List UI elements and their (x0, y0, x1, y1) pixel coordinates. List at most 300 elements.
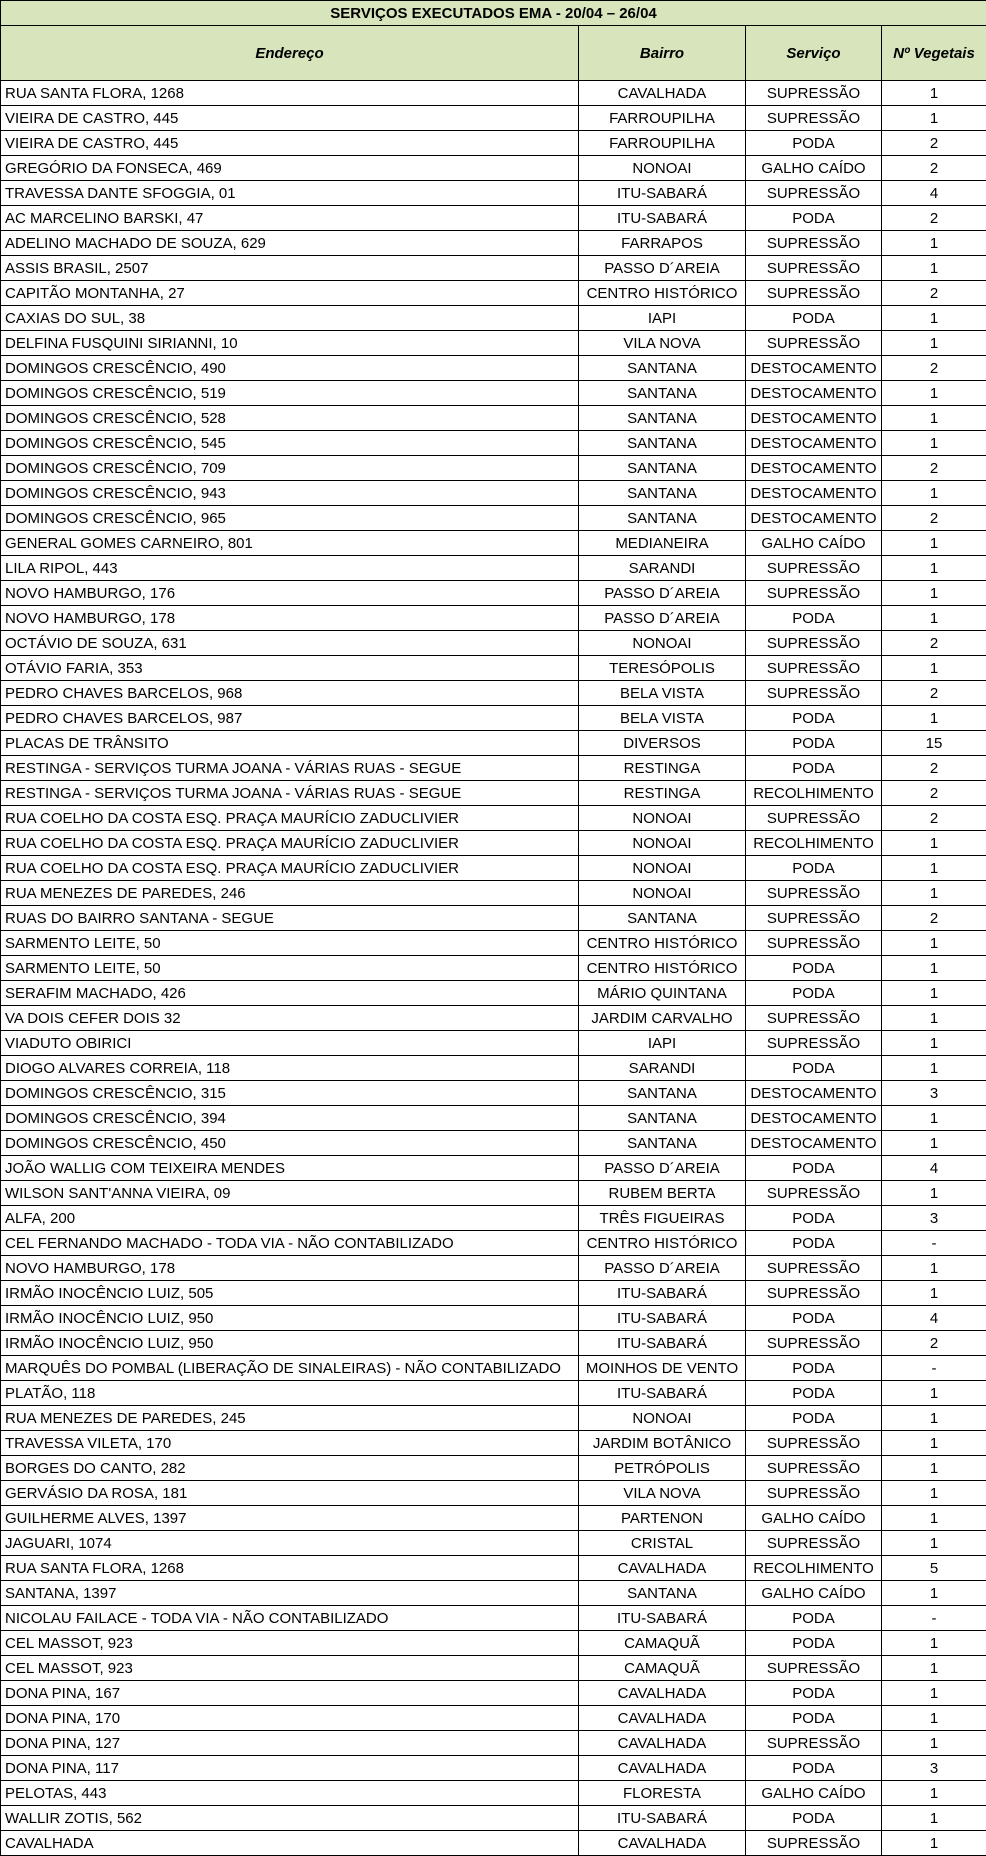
cell-servico: PODA (746, 1706, 882, 1731)
cell-endereco: RUA SANTA FLORA, 1268 (1, 1556, 579, 1581)
cell-bairro: SANTANA (579, 356, 746, 381)
table-row (1, 581, 986, 606)
cell-bairro: MEDIANEIRA (579, 531, 746, 556)
cell-vegetais: 2 (882, 631, 986, 656)
cell-vegetais: 1 (882, 556, 986, 581)
cell-servico: SUPRESSÃO (746, 281, 882, 306)
cell-vegetais: 1 (882, 531, 986, 556)
table-row (1, 481, 986, 506)
cell-vegetais: 1 (882, 956, 986, 981)
cell-endereco: RUA COELHO DA COSTA ESQ. PRAÇA MAURÍCIO ZADUCLIVIER (1, 806, 579, 831)
table-row (1, 281, 986, 306)
cell-bairro: RESTINGA (579, 781, 746, 806)
cell-servico: DESTOCAMENTO (746, 456, 882, 481)
cell-endereco: NOVO HAMBURGO, 176 (1, 581, 579, 606)
table-row (1, 1256, 986, 1281)
table-row (1, 1456, 986, 1481)
table-title: SERVIÇOS EXECUTADOS EMA - 20/04 – 26/04 (1, 1, 986, 26)
cell-vegetais: 2 (882, 806, 986, 831)
cell-servico: PODA (746, 1406, 882, 1431)
table-row (1, 806, 986, 831)
cell-servico: DESTOCAMENTO (746, 431, 882, 456)
cell-bairro: TRÊS FIGUEIRAS (579, 1206, 746, 1231)
cell-bairro: IAPI (579, 306, 746, 331)
cell-bairro: VILA NOVA (579, 331, 746, 356)
table-row (1, 356, 986, 381)
table-row (1, 156, 986, 181)
cell-endereco: DOMINGOS CRESCÊNCIO, 545 (1, 431, 579, 456)
cell-servico: SUPRESSÃO (746, 1731, 882, 1756)
cell-vegetais: 1 (882, 406, 986, 431)
cell-servico: PODA (746, 1631, 882, 1656)
cell-bairro: CENTRO HISTÓRICO (579, 1231, 746, 1256)
cell-endereco: DELFINA FUSQUINI SIRIANNI, 10 (1, 331, 579, 356)
table-row (1, 1281, 986, 1306)
cell-bairro: VILA NOVA (579, 1481, 746, 1506)
cell-bairro: FARROUPILHA (579, 106, 746, 131)
cell-vegetais: 1 (882, 481, 986, 506)
cell-bairro: SANTANA (579, 481, 746, 506)
table-row (1, 956, 986, 981)
cell-servico: DESTOCAMENTO (746, 356, 882, 381)
cell-endereco: CEL MASSOT, 923 (1, 1631, 579, 1656)
cell-bairro: PASSO D´AREIA (579, 606, 746, 631)
cell-endereco: OCTÁVIO DE SOUZA, 631 (1, 631, 579, 656)
cell-servico: GALHO CAÍDO (746, 1506, 882, 1531)
cell-bairro: CENTRO HISTÓRICO (579, 931, 746, 956)
table-row (1, 1756, 986, 1781)
cell-endereco: CAPITÃO MONTANHA, 27 (1, 281, 579, 306)
cell-servico: PODA (746, 956, 882, 981)
cell-servico: SUPRESSÃO (746, 1281, 882, 1306)
cell-servico: DESTOCAMENTO (746, 1106, 882, 1131)
table-row (1, 81, 986, 106)
cell-bairro: PARTENON (579, 1506, 746, 1531)
cell-servico: RECOLHIMENTO (746, 1556, 882, 1581)
cell-vegetais: 1 (882, 1681, 986, 1706)
cell-servico: DESTOCAMENTO (746, 1081, 882, 1106)
table-row (1, 731, 986, 756)
cell-bairro: NONOAI (579, 806, 746, 831)
cell-bairro: CAVALHADA (579, 1831, 746, 1856)
cell-vegetais: 1 (882, 1031, 986, 1056)
cell-bairro: SANTANA (579, 506, 746, 531)
cell-servico: GALHO CAÍDO (746, 1781, 882, 1806)
table-row (1, 1081, 986, 1106)
cell-bairro: SANTANA (579, 1106, 746, 1131)
table-row (1, 781, 986, 806)
cell-servico: SUPRESSÃO (746, 906, 882, 931)
cell-endereco: TRAVESSA VILETA, 170 (1, 1431, 579, 1456)
cell-bairro: SANTANA (579, 431, 746, 456)
table-row (1, 456, 986, 481)
cell-vegetais: 3 (882, 1081, 986, 1106)
cell-servico: DESTOCAMENTO (746, 406, 882, 431)
table-row (1, 1431, 986, 1456)
cell-endereco: GERVÁSIO DA ROSA, 181 (1, 1481, 579, 1506)
cell-servico: SUPRESSÃO (746, 1481, 882, 1506)
cell-endereco: DONA PINA, 170 (1, 1706, 579, 1731)
table-row (1, 181, 986, 206)
table-row (1, 706, 986, 731)
cell-endereco: VA DOIS CEFER DOIS 32 (1, 1006, 579, 1031)
cell-endereco: DOMINGOS CRESCÊNCIO, 450 (1, 1131, 579, 1156)
cell-vegetais: 1 (882, 381, 986, 406)
cell-servico: SUPRESSÃO (746, 1006, 882, 1031)
table-row (1, 1381, 986, 1406)
cell-endereco: MARQUÊS DO POMBAL (LIBERAÇÃO DE SINALEIRAS) - NÃO CONTABILIZADO (1, 1356, 579, 1381)
cell-bairro: RUBEM BERTA (579, 1181, 746, 1206)
cell-servico: GALHO CAÍDO (746, 531, 882, 556)
cell-endereco: RESTINGA - SERVIÇOS TURMA JOANA - VÁRIAS RUAS - SEGUE (1, 781, 579, 806)
cell-endereco: SERAFIM MACHADO, 426 (1, 981, 579, 1006)
cell-servico: SUPRESSÃO (746, 656, 882, 681)
cell-vegetais: 4 (882, 181, 986, 206)
cell-servico: SUPRESSÃO (746, 681, 882, 706)
cell-vegetais: 2 (882, 281, 986, 306)
table-row (1, 656, 986, 681)
table-row (1, 831, 986, 856)
cell-bairro: PASSO D´AREIA (579, 256, 746, 281)
cell-bairro: TERESÓPOLIS (579, 656, 746, 681)
cell-servico: PODA (746, 856, 882, 881)
cell-endereco: ASSIS BRASIL, 2507 (1, 256, 579, 281)
cell-bairro: MÁRIO QUINTANA (579, 981, 746, 1006)
cell-endereco: ALFA, 200 (1, 1206, 579, 1231)
cell-endereco: OTÁVIO FARIA, 353 (1, 656, 579, 681)
cell-servico: SUPRESSÃO (746, 331, 882, 356)
cell-endereco: PLACAS DE TRÂNSITO (1, 731, 579, 756)
cell-bairro: NONOAI (579, 831, 746, 856)
table-row (1, 1681, 986, 1706)
cell-vegetais: 1 (882, 1481, 986, 1506)
cell-bairro: SARANDI (579, 1056, 746, 1081)
cell-bairro: NONOAI (579, 856, 746, 881)
cell-servico: SUPRESSÃO (746, 806, 882, 831)
column-header-bairro: Bairro (579, 26, 746, 81)
cell-vegetais: 1 (882, 1706, 986, 1731)
cell-bairro: ITU-SABARÁ (579, 1806, 746, 1831)
table-row (1, 206, 986, 231)
cell-bairro: SANTANA (579, 906, 746, 931)
cell-bairro: ITU-SABARÁ (579, 1306, 746, 1331)
table-row (1, 1131, 986, 1156)
cell-endereco: CAVALHADA (1, 1831, 579, 1856)
table-row (1, 256, 986, 281)
cell-servico: PODA (746, 1306, 882, 1331)
table-row (1, 506, 986, 531)
cell-servico: PODA (746, 1356, 882, 1381)
cell-vegetais: 5 (882, 1556, 986, 1581)
cell-endereco: SANTANA, 1397 (1, 1581, 579, 1606)
cell-bairro: CENTRO HISTÓRICO (579, 956, 746, 981)
cell-endereco: DOMINGOS CRESCÊNCIO, 490 (1, 356, 579, 381)
cell-endereco: SARMENTO LEITE, 50 (1, 931, 579, 956)
table-row (1, 1056, 986, 1081)
cell-bairro: FARRAPOS (579, 231, 746, 256)
cell-servico: PODA (746, 1756, 882, 1781)
cell-vegetais: - (882, 1356, 986, 1381)
table-row (1, 1331, 986, 1356)
cell-bairro: SANTANA (579, 381, 746, 406)
cell-servico: PODA (746, 1056, 882, 1081)
cell-endereco: RUAS DO BAIRRO SANTANA - SEGUE (1, 906, 579, 931)
cell-bairro: CAMAQUÃ (579, 1631, 746, 1656)
cell-vegetais: 1 (882, 706, 986, 731)
cell-bairro: RESTINGA (579, 756, 746, 781)
cell-servico: SUPRESSÃO (746, 106, 882, 131)
table-row (1, 131, 986, 156)
cell-vegetais: 4 (882, 1156, 986, 1181)
table-row (1, 406, 986, 431)
cell-endereco: PELOTAS, 443 (1, 1781, 579, 1806)
cell-servico: DESTOCAMENTO (746, 481, 882, 506)
cell-endereco: DONA PINA, 167 (1, 1681, 579, 1706)
cell-bairro: CAVALHADA (579, 1731, 746, 1756)
table-row (1, 1531, 986, 1556)
cell-bairro: NONOAI (579, 156, 746, 181)
cell-bairro: SANTANA (579, 1131, 746, 1156)
cell-endereco: TRAVESSA DANTE SFOGGIA, 01 (1, 181, 579, 206)
cell-servico: SUPRESSÃO (746, 1831, 882, 1856)
table-row (1, 631, 986, 656)
cell-endereco: NICOLAU FAILACE - TODA VIA - NÃO CONTABILIZADO (1, 1606, 579, 1631)
cell-vegetais: 2 (882, 756, 986, 781)
cell-vegetais: 1 (882, 881, 986, 906)
cell-endereco: IRMÃO INOCÊNCIO LUIZ, 950 (1, 1331, 579, 1356)
cell-servico: PODA (746, 731, 882, 756)
table-row (1, 881, 986, 906)
cell-servico: PODA (746, 1681, 882, 1706)
cell-vegetais: 1 (882, 1381, 986, 1406)
table-row (1, 1481, 986, 1506)
cell-vegetais: 2 (882, 131, 986, 156)
cell-servico: SUPRESSÃO (746, 231, 882, 256)
cell-servico: PODA (746, 206, 882, 231)
cell-endereco: VIEIRA DE CASTRO, 445 (1, 131, 579, 156)
cell-servico: PODA (746, 1156, 882, 1181)
cell-endereco: BORGES DO CANTO, 282 (1, 1456, 579, 1481)
cell-bairro: PASSO D´AREIA (579, 1156, 746, 1181)
cell-endereco: DOMINGOS CRESCÊNCIO, 528 (1, 406, 579, 431)
table-row (1, 1606, 986, 1631)
cell-vegetais: 2 (882, 906, 986, 931)
table-row (1, 931, 986, 956)
cell-bairro: JARDIM BOTÂNICO (579, 1431, 746, 1456)
cell-servico: SUPRESSÃO (746, 1456, 882, 1481)
cell-vegetais: 1 (882, 581, 986, 606)
table-row (1, 606, 986, 631)
cell-endereco: IRMÃO INOCÊNCIO LUIZ, 505 (1, 1281, 579, 1306)
cell-vegetais: 3 (882, 1756, 986, 1781)
cell-servico: PODA (746, 756, 882, 781)
cell-endereco: DONA PINA, 117 (1, 1756, 579, 1781)
cell-bairro: PASSO D´AREIA (579, 1256, 746, 1281)
cell-bairro: CENTRO HISTÓRICO (579, 281, 746, 306)
table-row (1, 1406, 986, 1431)
cell-vegetais: 1 (882, 81, 986, 106)
cell-vegetais: 1 (882, 606, 986, 631)
cell-vegetais: 1 (882, 331, 986, 356)
cell-endereco: IRMÃO INOCÊNCIO LUIZ, 950 (1, 1306, 579, 1331)
table-row (1, 231, 986, 256)
cell-bairro: CRISTAL (579, 1531, 746, 1556)
cell-endereco: VIADUTO OBIRICI (1, 1031, 579, 1056)
cell-servico: DESTOCAMENTO (746, 381, 882, 406)
table-row (1, 981, 986, 1006)
cell-vegetais: 1 (882, 431, 986, 456)
cell-bairro: ITU-SABARÁ (579, 206, 746, 231)
cell-endereco: PEDRO CHAVES BARCELOS, 987 (1, 706, 579, 731)
table-row (1, 906, 986, 931)
cell-servico: SUPRESSÃO (746, 931, 882, 956)
cell-endereco: DOMINGOS CRESCÊNCIO, 709 (1, 456, 579, 481)
cell-vegetais: 4 (882, 1306, 986, 1331)
cell-vegetais: 3 (882, 1206, 986, 1231)
cell-servico: PODA (746, 306, 882, 331)
table-row (1, 681, 986, 706)
cell-bairro: ITU-SABARÁ (579, 1281, 746, 1306)
cell-servico: RECOLHIMENTO (746, 831, 882, 856)
cell-vegetais: 1 (882, 1106, 986, 1131)
cell-bairro: NONOAI (579, 881, 746, 906)
table-row (1, 331, 986, 356)
cell-vegetais: 1 (882, 1631, 986, 1656)
header-row (1, 26, 986, 81)
table-row (1, 1106, 986, 1131)
cell-servico: RECOLHIMENTO (746, 781, 882, 806)
cell-bairro: CAVALHADA (579, 1681, 746, 1706)
cell-servico: PODA (746, 706, 882, 731)
cell-endereco: DOMINGOS CRESCÊNCIO, 965 (1, 506, 579, 531)
cell-vegetais: 1 (882, 106, 986, 131)
cell-servico: PODA (746, 1381, 882, 1406)
table-body (1, 81, 986, 1856)
cell-bairro: CAMAQUÃ (579, 1656, 746, 1681)
cell-servico: GALHO CAÍDO (746, 156, 882, 181)
cell-servico: SUPRESSÃO (746, 1656, 882, 1681)
cell-vegetais: 1 (882, 1131, 986, 1156)
cell-endereco: GUILHERME ALVES, 1397 (1, 1506, 579, 1531)
table-row (1, 1031, 986, 1056)
cell-endereco: NOVO HAMBURGO, 178 (1, 1256, 579, 1281)
table-row (1, 1156, 986, 1181)
cell-endereco: RUA SANTA FLORA, 1268 (1, 81, 579, 106)
cell-bairro: ITU-SABARÁ (579, 181, 746, 206)
table-row (1, 1556, 986, 1581)
cell-vegetais: 1 (882, 1656, 986, 1681)
cell-vegetais: 1 (882, 856, 986, 881)
cell-vegetais: 1 (882, 1431, 986, 1456)
cell-vegetais: 1 (882, 256, 986, 281)
column-header-servico: Serviço (746, 26, 882, 81)
cell-vegetais: 15 (882, 731, 986, 756)
cell-servico: SUPRESSÃO (746, 1031, 882, 1056)
cell-endereco: RESTINGA - SERVIÇOS TURMA JOANA - VÁRIAS RUAS - SEGUE (1, 756, 579, 781)
cell-bairro: DIVERSOS (579, 731, 746, 756)
cell-vegetais: 1 (882, 1056, 986, 1081)
cell-servico: PODA (746, 1806, 882, 1831)
cell-vegetais: 1 (882, 231, 986, 256)
cell-bairro: SANTANA (579, 1081, 746, 1106)
cell-vegetais: 1 (882, 656, 986, 681)
cell-endereco: RUA COELHO DA COSTA ESQ. PRAÇA MAURÍCIO ZADUCLIVIER (1, 831, 579, 856)
cell-servico: GALHO CAÍDO (746, 1581, 882, 1606)
cell-endereco: DIOGO ALVARES CORREIA, 118 (1, 1056, 579, 1081)
table-row (1, 1506, 986, 1531)
cell-bairro: ITU-SABARÁ (579, 1381, 746, 1406)
table-row (1, 1231, 986, 1256)
cell-endereco: PLATÃO, 118 (1, 1381, 579, 1406)
table-row (1, 1206, 986, 1231)
cell-vegetais: 1 (882, 306, 986, 331)
cell-vegetais: 1 (882, 1006, 986, 1031)
table-row (1, 531, 986, 556)
cell-servico: SUPRESSÃO (746, 1256, 882, 1281)
cell-vegetais: 1 (882, 1531, 986, 1556)
cell-endereco: DOMINGOS CRESCÊNCIO, 394 (1, 1106, 579, 1131)
cell-bairro: NONOAI (579, 631, 746, 656)
cell-bairro: CAVALHADA (579, 81, 746, 106)
cell-servico: SUPRESSÃO (746, 1331, 882, 1356)
cell-bairro: SANTANA (579, 456, 746, 481)
cell-vegetais: 2 (882, 456, 986, 481)
cell-servico: PODA (746, 131, 882, 156)
cell-vegetais: 2 (882, 206, 986, 231)
table-row (1, 1006, 986, 1031)
cell-endereco: GENERAL GOMES CARNEIRO, 801 (1, 531, 579, 556)
cell-servico: SUPRESSÃO (746, 1181, 882, 1206)
table-row (1, 106, 986, 131)
table-row (1, 1181, 986, 1206)
cell-vegetais: 1 (882, 1181, 986, 1206)
cell-endereco: CEL MASSOT, 923 (1, 1656, 579, 1681)
cell-vegetais: 2 (882, 781, 986, 806)
cell-servico: SUPRESSÃO (746, 881, 882, 906)
cell-endereco: RUA MENEZES DE PAREDES, 245 (1, 1406, 579, 1431)
cell-endereco: RUA MENEZES DE PAREDES, 246 (1, 881, 579, 906)
cell-vegetais: 1 (882, 1406, 986, 1431)
cell-vegetais: 1 (882, 831, 986, 856)
cell-endereco: JOÃO WALLIG COM TEIXEIRA MENDES (1, 1156, 579, 1181)
cell-vegetais: - (882, 1231, 986, 1256)
table-row (1, 1706, 986, 1731)
cell-vegetais: 1 (882, 931, 986, 956)
cell-endereco: SARMENTO LEITE, 50 (1, 956, 579, 981)
cell-endereco: CAXIAS DO SUL, 38 (1, 306, 579, 331)
cell-vegetais: 2 (882, 681, 986, 706)
cell-endereco: CEL FERNANDO MACHADO - TODA VIA - NÃO CONTABILIZADO (1, 1231, 579, 1256)
cell-vegetais: 1 (882, 1731, 986, 1756)
cell-bairro: SANTANA (579, 1581, 746, 1606)
cell-vegetais: 1 (882, 1256, 986, 1281)
title-row (1, 1, 986, 26)
cell-vegetais: 1 (882, 1281, 986, 1306)
cell-servico: PODA (746, 1206, 882, 1231)
cell-bairro: PASSO D´AREIA (579, 581, 746, 606)
table-row (1, 1806, 986, 1831)
cell-servico: PODA (746, 1231, 882, 1256)
cell-vegetais: 2 (882, 506, 986, 531)
cell-bairro: FLORESTA (579, 1781, 746, 1806)
cell-bairro: PETRÓPOLIS (579, 1456, 746, 1481)
cell-servico: SUPRESSÃO (746, 556, 882, 581)
cell-endereco: AC MARCELINO BARSKI, 47 (1, 206, 579, 231)
cell-vegetais: 1 (882, 981, 986, 1006)
cell-endereco: DOMINGOS CRESCÊNCIO, 519 (1, 381, 579, 406)
cell-servico: SUPRESSÃO (746, 1431, 882, 1456)
table-row (1, 1831, 986, 1856)
